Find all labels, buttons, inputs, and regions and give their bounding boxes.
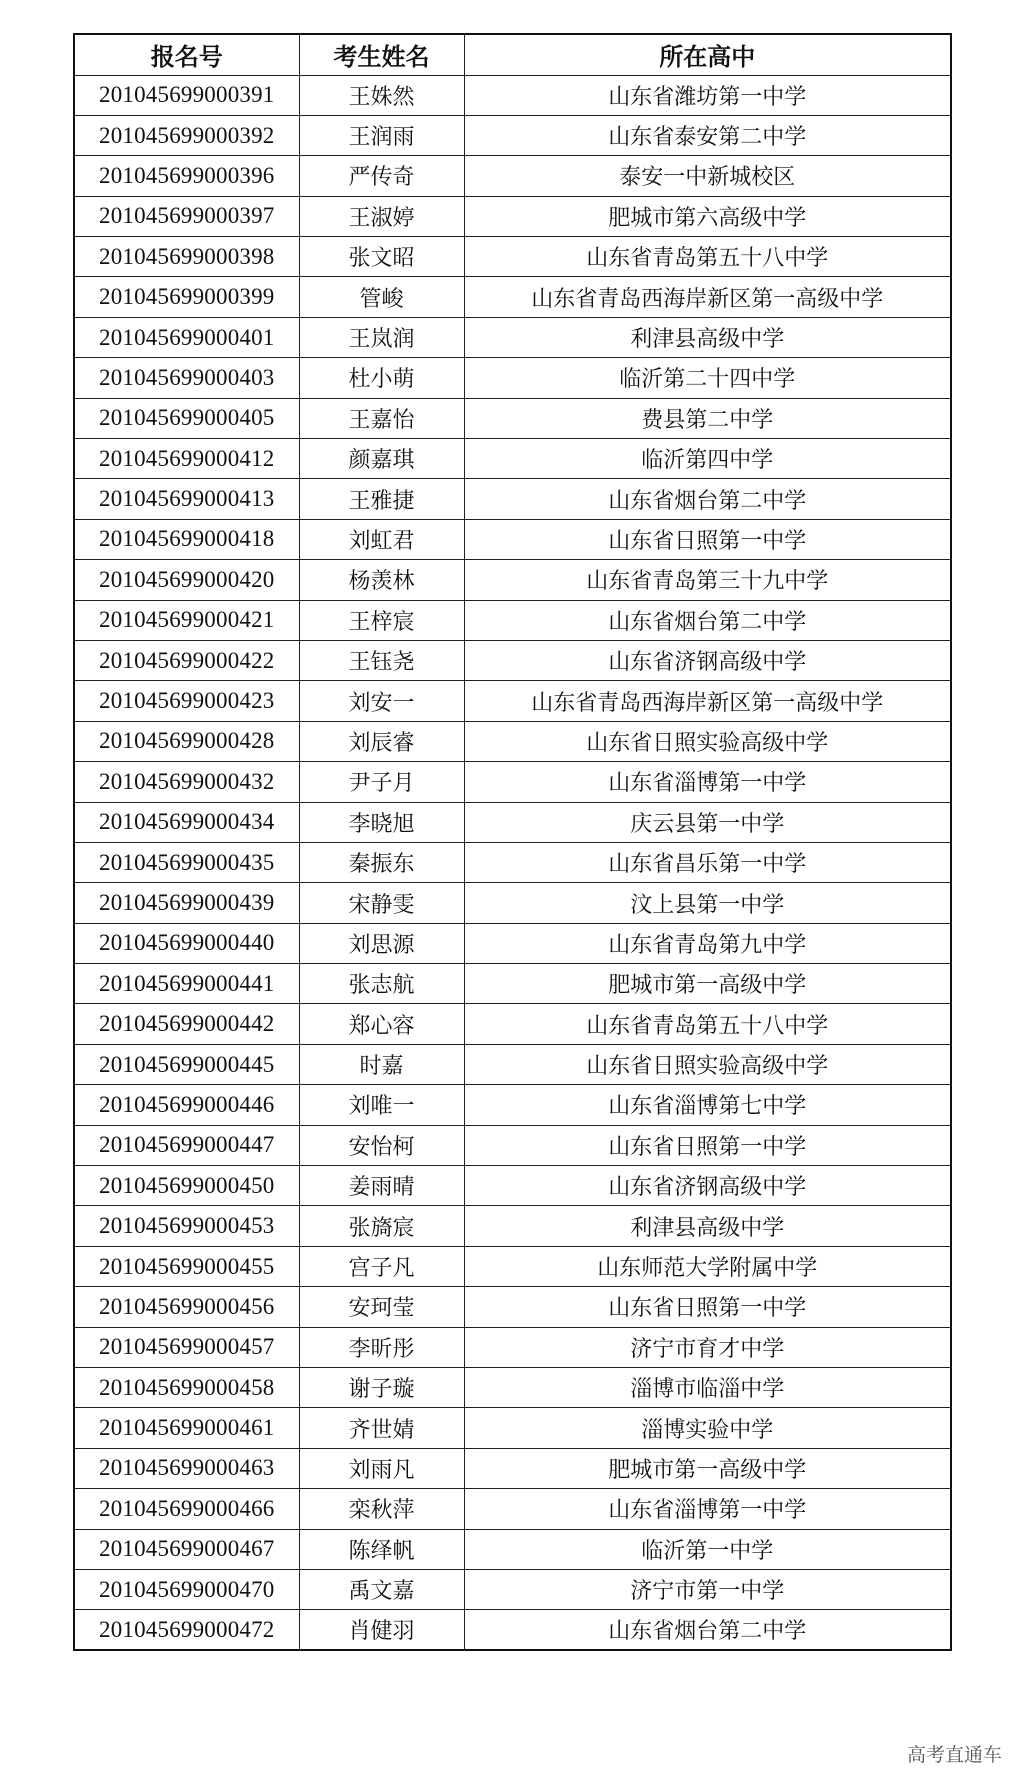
high-school-cell: 山东省青岛第三十九中学: [464, 560, 951, 600]
table-row: [74, 75, 951, 115]
registration-number-cell: 201045699000457: [74, 1327, 299, 1367]
registration-number-cell: 201045699000403: [74, 358, 299, 398]
registration-number-cell: 201045699000470: [74, 1569, 299, 1609]
registration-number-cell: 201045699000420: [74, 560, 299, 600]
candidate-name-cell: 张文昭: [299, 237, 464, 277]
high-school-cell: 利津县高级中学: [464, 1206, 951, 1246]
candidate-name-cell: 颜嘉琪: [299, 439, 464, 479]
high-school-cell: 淄博实验中学: [464, 1408, 951, 1448]
table-row: [74, 156, 951, 196]
candidate-name-cell: 刘虹君: [299, 519, 464, 559]
registration-number-cell: 201045699000392: [74, 115, 299, 155]
table-row: [74, 519, 951, 559]
high-school-cell: 临沂第二十四中学: [464, 358, 951, 398]
candidate-name-cell: 谢子璇: [299, 1368, 464, 1408]
high-school-cell: 山东省昌乐第一中学: [464, 842, 951, 882]
high-school-cell: 山东省青岛西海岸新区第一高级中学: [464, 277, 951, 317]
registration-number-cell: 201045699000422: [74, 640, 299, 680]
table-row: [74, 317, 951, 357]
candidate-name-cell: 李晓旭: [299, 802, 464, 842]
table-row: [74, 1448, 951, 1488]
high-school-cell: 山东省青岛第五十八中学: [464, 1004, 951, 1044]
registration-number-cell: 201045699000418: [74, 519, 299, 559]
candidate-name-cell: 宋静雯: [299, 883, 464, 923]
high-school-cell: 临沂第一中学: [464, 1529, 951, 1569]
high-school-cell: 山东师范大学附属中学: [464, 1246, 951, 1286]
registration-number-cell: 201045699000466: [74, 1489, 299, 1529]
table-row: [74, 237, 951, 277]
high-school-cell: 庆云县第一中学: [464, 802, 951, 842]
registration-number-cell: 201045699000439: [74, 883, 299, 923]
high-school-cell: 山东省潍坊第一中学: [464, 75, 951, 115]
candidate-name-cell: 王淑婷: [299, 196, 464, 236]
table-row: [74, 1206, 951, 1246]
high-school-cell: 利津县高级中学: [464, 317, 951, 357]
high-school-cell: 山东省济钢高级中学: [464, 640, 951, 680]
registration-number-cell: 201045699000458: [74, 1368, 299, 1408]
registration-number-cell: 201045699000405: [74, 398, 299, 438]
registration-number-cell: 201045699000472: [74, 1610, 299, 1650]
registration-number-cell: 201045699000461: [74, 1408, 299, 1448]
table-row: [74, 1287, 951, 1327]
candidate-name-cell: 张志航: [299, 964, 464, 1004]
candidate-name-cell: 安怡柯: [299, 1125, 464, 1165]
high-school-cell: 山东省淄博第一中学: [464, 1489, 951, 1529]
candidate-name-cell: 时嘉: [299, 1044, 464, 1084]
candidate-name-cell: 杜小萌: [299, 358, 464, 398]
high-school-cell: 山东省淄博第七中学: [464, 1085, 951, 1125]
registration-number-cell: 201045699000440: [74, 923, 299, 963]
high-school-cell: 山东省泰安第二中学: [464, 115, 951, 155]
registration-number-cell: 201045699000456: [74, 1287, 299, 1327]
candidate-name-cell: 栾秋萍: [299, 1489, 464, 1529]
candidate-name-cell: 李昕彤: [299, 1327, 464, 1367]
registration-number-cell: 201045699000453: [74, 1206, 299, 1246]
candidate-name-cell: 严传奇: [299, 156, 464, 196]
candidate-name-cell: 王润雨: [299, 115, 464, 155]
table-row: [74, 1125, 951, 1165]
candidate-name-cell: 尹子月: [299, 762, 464, 802]
high-school-cell: 山东省烟台第二中学: [464, 1610, 951, 1650]
registration-number-cell: 201045699000447: [74, 1125, 299, 1165]
high-school-cell: 山东省日照第一中学: [464, 519, 951, 559]
registration-number-cell: 201045699000455: [74, 1246, 299, 1286]
table-row: [74, 883, 951, 923]
table-row: [74, 358, 951, 398]
table-row: [74, 1368, 951, 1408]
registration-number-cell: 201045699000412: [74, 439, 299, 479]
registration-number-cell: 201045699000434: [74, 802, 299, 842]
table-row: [74, 1489, 951, 1529]
table-row: [74, 762, 951, 802]
header-high-school: 所在高中: [464, 34, 951, 75]
table-row: [74, 196, 951, 236]
high-school-cell: 肥城市第一高级中学: [464, 964, 951, 1004]
high-school-cell: 山东省济钢高级中学: [464, 1166, 951, 1206]
registration-number-cell: 201045699000399: [74, 277, 299, 317]
table-row: [74, 1044, 951, 1084]
high-school-cell: 山东省日照第一中学: [464, 1125, 951, 1165]
candidate-name-cell: 王梓宸: [299, 600, 464, 640]
watermark-text: 高考直通车: [906, 1744, 1002, 1766]
table-row: [74, 1166, 951, 1206]
registration-number-cell: 201045699000396: [74, 156, 299, 196]
header-candidate-name: 考生姓名: [299, 34, 464, 75]
admission-list-table: [73, 33, 952, 1651]
candidate-name-cell: 管峻: [299, 277, 464, 317]
table-row: [74, 1529, 951, 1569]
candidate-name-cell: 王雅捷: [299, 479, 464, 519]
candidate-name-cell: 刘辰睿: [299, 721, 464, 761]
table-row: [74, 923, 951, 963]
candidate-name-cell: 宫子凡: [299, 1246, 464, 1286]
candidate-name-cell: 禹文嘉: [299, 1569, 464, 1609]
table-row: [74, 1085, 951, 1125]
high-school-cell: 山东省烟台第二中学: [464, 600, 951, 640]
registration-number-cell: 201045699000467: [74, 1529, 299, 1569]
high-school-cell: 山东省日照实验高级中学: [464, 1044, 951, 1084]
table-row: [74, 802, 951, 842]
high-school-cell: 济宁市育才中学: [464, 1327, 951, 1367]
high-school-cell: 山东省淄博第一中学: [464, 762, 951, 802]
table-row: [74, 1004, 951, 1044]
registration-number-cell: 201045699000428: [74, 721, 299, 761]
candidate-name-cell: 杨羡林: [299, 560, 464, 600]
registration-number-cell: 201045699000442: [74, 1004, 299, 1044]
candidate-name-cell: 张旖宸: [299, 1206, 464, 1246]
registration-number-cell: 201045699000423: [74, 681, 299, 721]
high-school-cell: 山东省青岛西海岸新区第一高级中学: [464, 681, 951, 721]
registration-number-cell: 201045699000432: [74, 762, 299, 802]
table-row: [74, 1408, 951, 1448]
registration-number-cell: 201045699000450: [74, 1166, 299, 1206]
registration-number-cell: 201045699000397: [74, 196, 299, 236]
candidate-name-cell: 刘雨凡: [299, 1448, 464, 1488]
table-row: [74, 1610, 951, 1650]
high-school-cell: 泰安一中新城校区: [464, 156, 951, 196]
table-row: [74, 479, 951, 519]
high-school-cell: 临沂第四中学: [464, 439, 951, 479]
high-school-cell: 费县第二中学: [464, 398, 951, 438]
candidate-name-cell: 王嘉怡: [299, 398, 464, 438]
table-row: [74, 640, 951, 680]
table-row: [74, 964, 951, 1004]
candidate-name-cell: 姜雨晴: [299, 1166, 464, 1206]
registration-number-cell: 201045699000421: [74, 600, 299, 640]
table-header: [74, 34, 951, 75]
high-school-cell: 济宁市第一中学: [464, 1569, 951, 1609]
candidate-name-cell: 王钰尧: [299, 640, 464, 680]
candidate-name-cell: 刘唯一: [299, 1085, 464, 1125]
table-row: [74, 1569, 951, 1609]
candidate-name-cell: 齐世婧: [299, 1408, 464, 1448]
candidate-name-cell: 王姝然: [299, 75, 464, 115]
table-row: [74, 115, 951, 155]
table-row: [74, 560, 951, 600]
candidate-name-cell: 肖健羽: [299, 1610, 464, 1650]
table-row: [74, 1246, 951, 1286]
table-row: [74, 1327, 951, 1367]
registration-number-cell: 201045699000435: [74, 842, 299, 882]
table-row: [74, 681, 951, 721]
registration-number-cell: 201045699000391: [74, 75, 299, 115]
table-row: [74, 398, 951, 438]
high-school-cell: 山东省青岛第九中学: [464, 923, 951, 963]
high-school-cell: 汶上县第一中学: [464, 883, 951, 923]
high-school-cell: 淄博市临淄中学: [464, 1368, 951, 1408]
high-school-cell: 肥城市第一高级中学: [464, 1448, 951, 1488]
candidate-name-cell: 郑心容: [299, 1004, 464, 1044]
high-school-cell: 山东省烟台第二中学: [464, 479, 951, 519]
candidate-name-cell: 秦振东: [299, 842, 464, 882]
registration-number-cell: 201045699000446: [74, 1085, 299, 1125]
candidate-name-cell: 陈绎帆: [299, 1529, 464, 1569]
table-row: [74, 600, 951, 640]
registration-number-cell: 201045699000445: [74, 1044, 299, 1084]
header-row: [74, 34, 951, 75]
table-body: [74, 75, 951, 1650]
registration-number-cell: 201045699000463: [74, 1448, 299, 1488]
header-registration-number: 报名号: [74, 34, 299, 75]
high-school-cell: 山东省日照实验高级中学: [464, 721, 951, 761]
registration-number-cell: 201045699000441: [74, 964, 299, 1004]
high-school-cell: 山东省青岛第五十八中学: [464, 237, 951, 277]
table-row: [74, 277, 951, 317]
high-school-cell: 山东省日照第一中学: [464, 1287, 951, 1327]
table-row: [74, 721, 951, 761]
candidate-name-cell: 刘思源: [299, 923, 464, 963]
candidate-name-cell: 王岚润: [299, 317, 464, 357]
table-row: [74, 842, 951, 882]
high-school-cell: 肥城市第六高级中学: [464, 196, 951, 236]
candidate-name-cell: 刘安一: [299, 681, 464, 721]
registration-number-cell: 201045699000401: [74, 317, 299, 357]
candidate-name-cell: 安珂莹: [299, 1287, 464, 1327]
registration-number-cell: 201045699000398: [74, 237, 299, 277]
table-row: [74, 439, 951, 479]
registration-number-cell: 201045699000413: [74, 479, 299, 519]
